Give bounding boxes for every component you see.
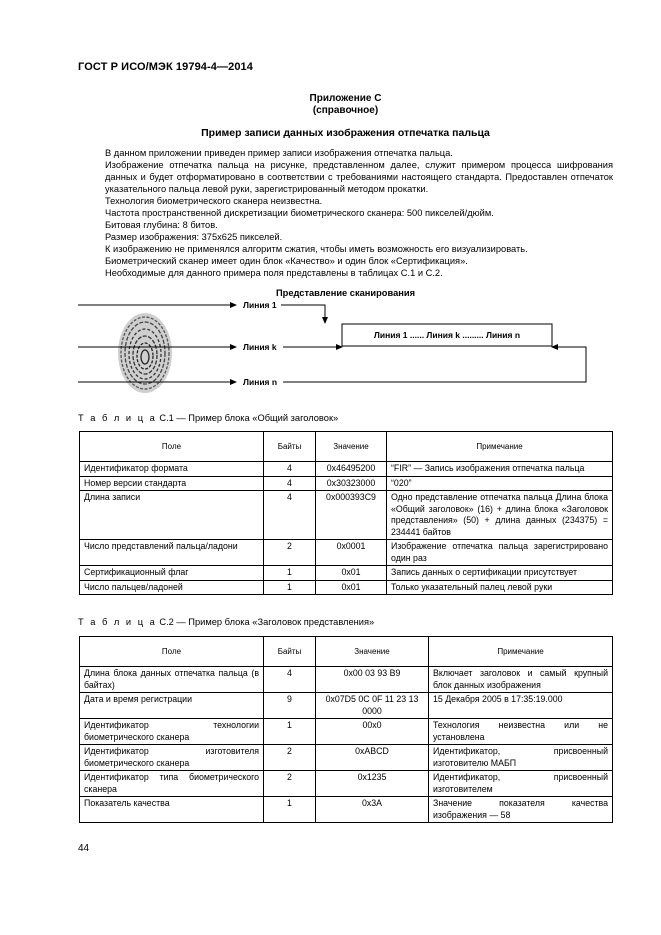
bytes-cell: 2 — [264, 771, 316, 797]
header-cell: Байты — [264, 432, 316, 462]
header-cell: Значение — [316, 637, 429, 667]
table1-caption — [78, 413, 338, 423]
table2-caption — [78, 617, 374, 627]
sequence-box-text: Линия 1 ...... Линия k ......... Линия n — [373, 330, 521, 340]
appendix-title: Приложение С — [309, 93, 382, 104]
table-row — [80, 580, 613, 595]
paragraph: Размер изображения: 375x625 пикселей. — [105, 232, 283, 242]
connector-line-1 — [281, 305, 325, 323]
bytes-cell: 2 — [264, 540, 316, 566]
value-cell: 0x07D5 0C 0F 11 23 13 0000 — [316, 693, 429, 719]
connector-line-n — [283, 347, 586, 382]
field-cell: Идентификатор технологии биометрического сканера — [80, 719, 264, 745]
bytes-cell: 2 — [264, 745, 316, 771]
line-n-label: Линия n — [243, 377, 278, 387]
value-cell: 0x46495200 — [316, 462, 387, 477]
note-cell: Идентификатор, присвоенный изготовителем — [429, 771, 613, 797]
table-row — [80, 719, 613, 745]
table-caption-text: С.2 — Пример блока «Заголовок представления» — [156, 617, 375, 627]
table-row — [80, 745, 613, 771]
table-row — [80, 797, 613, 823]
bytes-cell: 4 — [264, 476, 316, 491]
paragraph: Биометрический сканер имеет один блок «Качество» и один блок «Сертификация». — [105, 256, 468, 266]
table-general-header — [79, 431, 613, 595]
field-cell: Дата и время регистрации — [80, 693, 264, 719]
field-cell: Сертификационный флаг — [80, 566, 264, 581]
value-cell: 0xABCD — [316, 745, 429, 771]
table-row — [80, 667, 613, 693]
value-cell: 0x0001 — [316, 540, 387, 566]
value-cell: 0x3A — [316, 797, 429, 823]
header-cell: Примечание — [387, 432, 613, 462]
note-cell: Технология неизвестна или не установлена — [429, 719, 613, 745]
value-cell: 0x1235 — [316, 771, 429, 797]
table-row — [80, 540, 613, 566]
line-k-label: Линия k — [243, 342, 277, 352]
document-code: ГОСТ Р ИСО/МЭК 19794-4—2014 — [78, 61, 253, 73]
note-cell: Включает заголовок и самый крупный блок данных изображения — [429, 667, 613, 693]
value-cell: 0x00 03 93 B9 — [316, 667, 429, 693]
table-caption-text: С.1 — Пример блока «Общий заголовок» — [156, 413, 339, 423]
note-cell: Идентификатор, присвоенный изготовителю МАБП — [429, 745, 613, 771]
paragraph: К изображению не применялся алгоритм сжатия, чтобы иметь возможность его визуализировать. — [105, 244, 528, 254]
value-cell: 0x01 — [316, 566, 387, 581]
page-number: 44 — [78, 843, 90, 854]
note-cell: Значение показателя качества изображения — 58 — [429, 797, 613, 823]
value-cell: 00x0 — [316, 719, 429, 745]
field-cell: Число представлений пальца/ладони — [80, 540, 264, 566]
header-cell: Поле — [80, 432, 264, 462]
table-row — [80, 491, 613, 540]
note-cell: “020” — [387, 476, 613, 491]
field-cell: Число пальцев/ладоней — [80, 580, 264, 595]
field-cell: Идентификатор типа биометрического сканера — [80, 771, 264, 797]
note-cell: Изображение отпечатка пальца зарегистрировано один раз — [387, 540, 613, 566]
table-row — [80, 476, 613, 491]
bytes-cell: 9 — [264, 693, 316, 719]
table-header-row — [80, 432, 613, 462]
section-title: Пример записи данных изображения отпечатка пальца — [201, 127, 490, 139]
header-cell: Примечание — [429, 637, 613, 667]
value-cell: 0x30323000 — [316, 476, 387, 491]
field-cell: Идентификатор изготовителя биометрического сканера — [80, 745, 264, 771]
intro-text — [78, 147, 613, 279]
field-cell: Показатель качества — [80, 797, 264, 823]
paragraph: Необходимые для данного примера поля представлены в таблицах С.1 и С.2. — [105, 268, 443, 278]
value-cell: 0x01 — [316, 580, 387, 595]
diagram-title: Представление сканирования — [275, 288, 416, 298]
table-caption-prefix: Т а б л и ц а — [78, 617, 157, 627]
appendix-subtitle: (справочное) — [312, 105, 379, 116]
table-header-row — [80, 637, 613, 667]
line-1-label: Линия 1 — [243, 300, 277, 310]
bytes-cell: 1 — [264, 797, 316, 823]
fingerprint-image — [118, 313, 172, 393]
table-caption-prefix: Т а б л и ц а — [78, 413, 157, 423]
note-cell: Одно представление отпечатка пальца Длина блока «Общий заголовок» (16) + длина блока «Заголовок представления» (50) + длина данных (234375) = 234441 байтов — [387, 491, 613, 540]
bytes-cell: 1 — [264, 719, 316, 745]
note-cell: “FIR” — Запись изображения отпечатка пальца — [387, 462, 613, 477]
field-cell: Идентификатор формата — [80, 462, 264, 477]
table-row — [80, 771, 613, 797]
note-cell: Запись данных о сертификации присутствует — [387, 566, 613, 581]
table-representation-header — [79, 636, 613, 823]
note-cell: Только указательный палец левой руки — [387, 580, 613, 595]
field-cell: Длина записи — [80, 491, 264, 540]
paragraph: Битовая глубина: 8 битов. — [105, 220, 218, 230]
note-cell: 15 Декабря 2005 в 17:35:19.000 — [429, 693, 613, 719]
header-cell: Байты — [264, 637, 316, 667]
header-cell: Поле — [80, 637, 264, 667]
field-cell: Номер версии стандарта — [80, 476, 264, 491]
paragraph: В данном приложении приведен пример записи изображения отпечатка пальца. — [105, 148, 453, 158]
value-cell: 0x000393C9 — [316, 491, 387, 540]
bytes-cell: 4 — [264, 667, 316, 693]
paragraph: Частота пространственной дискретизации биометрического сканера: 500 пикселей/дюйм. — [105, 208, 494, 218]
bytes-cell: 1 — [264, 580, 316, 595]
paragraph: Технология биометрического сканера неизвестна. — [105, 196, 323, 206]
field-cell: Длина блока данных отпечатка пальца (в байтах) — [80, 667, 264, 693]
paragraph: Изображение отпечатка пальца на рисунке, представленном далее, служит примером процесса шифрования данных и будет отформатировано в соответствии с требованиями настоящего стандарта. Предоставлен отпечаток указательного пальца левой руки, зарегистрированный методом прокатки. — [105, 160, 613, 194]
scan-diagram — [78, 298, 613, 398]
table-row — [80, 566, 613, 581]
bytes-cell: 1 — [264, 566, 316, 581]
bytes-cell: 4 — [264, 462, 316, 477]
table-row — [80, 462, 613, 477]
bytes-cell: 4 — [264, 491, 316, 540]
table-row — [80, 693, 613, 719]
header-cell: Значение — [316, 432, 387, 462]
